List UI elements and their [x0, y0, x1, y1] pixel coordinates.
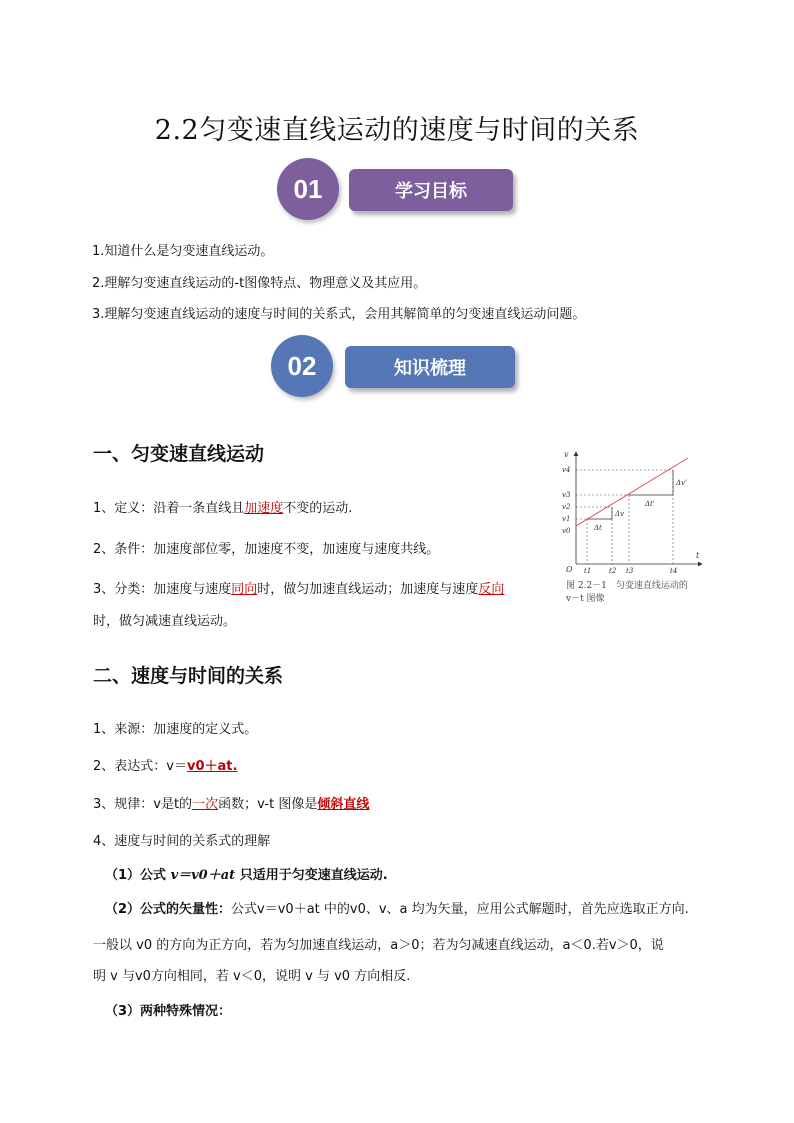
velocity-line [576, 458, 688, 526]
x-tick-label: t2 [609, 567, 617, 575]
text-run: 3、规律：v是t的 [93, 797, 193, 812]
goal-item: 3.理解匀变速直线运动的速度与时间的关系式，会用其解简单的匀变速直线运动问题。 [92, 307, 586, 322]
highlight-term: v0＋at. [186, 759, 238, 774]
point-2-line2: 一般以 v0 的方向为正方向，若为匀加速直线运动，a＞0；若为匀减速直线运动，a＜0.若v＞0，说 [93, 938, 664, 953]
x-axis-label: t [696, 551, 700, 560]
delta-label: Δt [594, 524, 602, 532]
badge-number: 01 [277, 158, 339, 220]
text-run: 3、分类：加速度与速度 [93, 582, 232, 597]
goal-item: 1.知道什么是匀变速直线运动。 [92, 244, 274, 259]
text-run: 1、定义：沿着一条直线且 [93, 501, 245, 516]
origin-label: O [566, 565, 573, 574]
highlight-term: 同向 [231, 582, 258, 597]
text-run: 公式v＝v0＋at 中的v0、v、a 均为矢量，应用公式解题时，首先应选取正方向. [231, 902, 689, 917]
vt-graph-figure [556, 446, 716, 606]
badge-label: 学习目标 [349, 169, 513, 211]
understanding-line: 4、速度与时间的关系式的理解 [93, 834, 271, 849]
badge-number: 02 [271, 335, 333, 397]
point-3: （3）两种特殊情况： [105, 1004, 232, 1019]
page-title: 2.2匀变速直线运动的速度与时间的关系 [154, 115, 640, 146]
text-run: 不变的运动. [283, 501, 353, 516]
y-axis-label: v [564, 450, 569, 459]
x-tick-label: t3 [626, 567, 634, 575]
highlight-term: 一次 [192, 797, 219, 812]
definition-line [93, 497, 352, 516]
source-line: 1、来源：加速度的定义式。 [93, 722, 258, 737]
y-tick-label: v4 [562, 466, 571, 474]
y-tick-label: v0 [562, 527, 571, 535]
point-1 [105, 864, 388, 883]
point-2 [105, 898, 689, 917]
figure-caption: 图 2.2－1 匀变速直线运动的 [566, 581, 688, 591]
y-tick-label: v3 [562, 491, 571, 499]
highlight-term: 倾斜直线 [317, 797, 370, 812]
goal-item: 2.理解匀变速直线运动的-t图像特点、物理意义及其应用。 [92, 276, 427, 291]
vt-graph [556, 446, 716, 576]
text-run: 只适用于匀变速直线运动. [239, 868, 388, 883]
classification-line-2: 时，做匀减速直线运动。 [93, 614, 237, 629]
figure-caption: v－t 图像 [566, 594, 605, 604]
condition-line: 2、条件：加速度部位零，加速度不变，加速度与速度共线。 [93, 542, 440, 557]
x-tick-label: t4 [670, 567, 678, 575]
expression-line [93, 755, 237, 774]
section-heading: 一、匀变速直线运动 [93, 443, 265, 465]
y-tick-label: v1 [562, 515, 571, 523]
text-run: 函数；v-t 图像是 [218, 797, 318, 812]
text-run: （1）公式 [105, 868, 167, 883]
delta-label: Δv' [676, 479, 687, 487]
highlight-term: 反向 [478, 582, 505, 597]
text-run: （2）公式的矢量性： [105, 902, 232, 917]
formula: v＝v0＋at [170, 868, 236, 883]
x-tick-label: t1 [584, 567, 592, 575]
badge-label: 知识梳理 [345, 346, 515, 388]
delta-label: Δv [615, 510, 625, 518]
highlight-term: 加速度 [244, 501, 284, 516]
section-heading: 二、速度与时间的关系 [93, 665, 284, 687]
delta-label: Δt' [645, 500, 655, 508]
text-run: 时，做匀加速直线运动；加速度与速度 [257, 582, 479, 597]
y-tick-label: v2 [562, 503, 571, 511]
law-line [93, 793, 369, 812]
classification-line [93, 578, 504, 597]
point-2-line3: 明 v 与v0方向相同，若 v＜0，说明 v 与 v0 方向相反. [93, 969, 411, 984]
text-run: 2、表达式：v＝ [93, 759, 187, 774]
